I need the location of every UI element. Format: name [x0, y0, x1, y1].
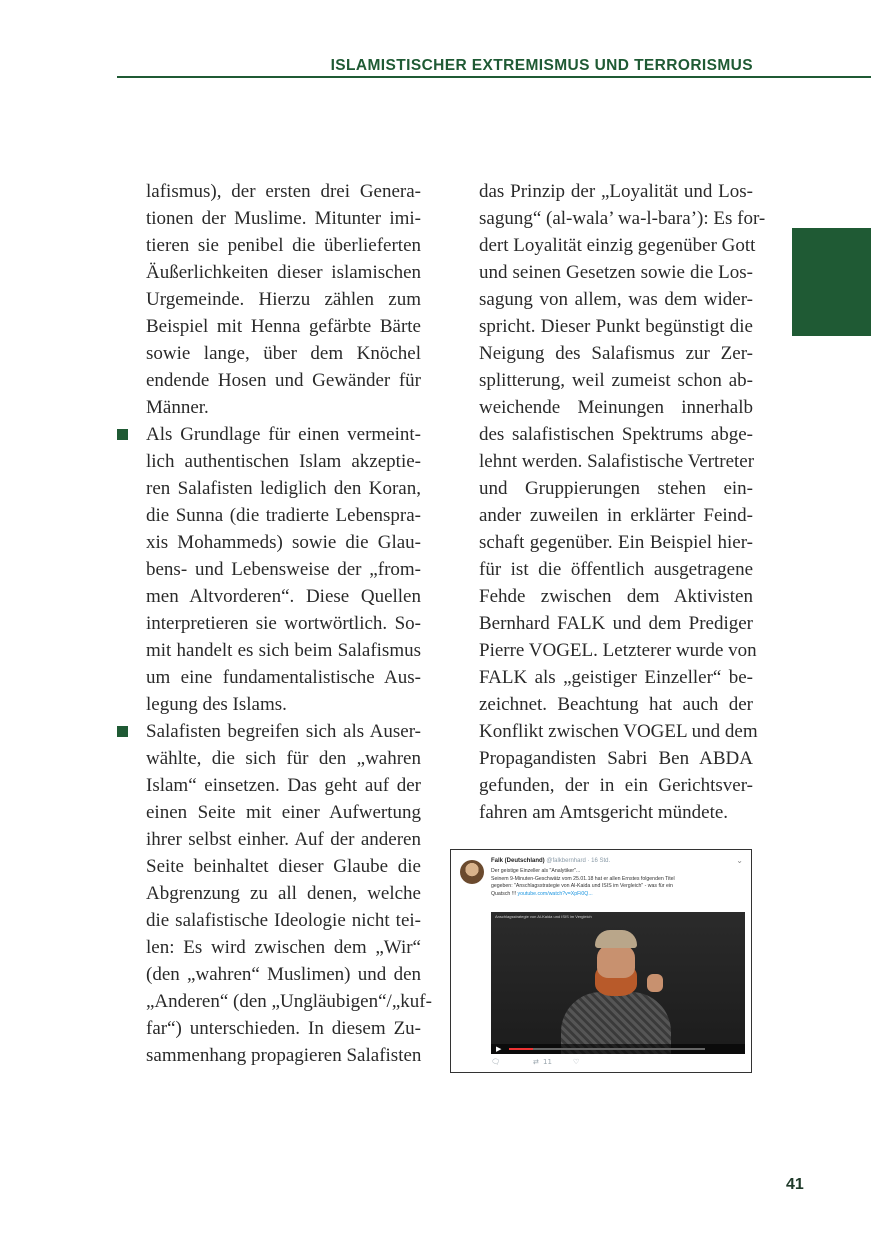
- tweet-author-name: Falk (Deutschland): [491, 858, 545, 864]
- text-line-content: ihrer selbst einher. Auf der anderen: [146, 829, 421, 850]
- text-line: [146, 880, 421, 907]
- text-line-content: fahren am Amtsgericht mündete.: [479, 802, 729, 823]
- video-progress-track: [509, 1048, 705, 1050]
- text-line: [479, 259, 753, 286]
- text-line-content: und seinen Gesetzen sowie die Los-: [479, 262, 753, 283]
- text-line-content: die salafistische Ideologie nicht tei-: [146, 910, 421, 931]
- text-line-content: für ist die öffentlich ausgetragene: [479, 559, 753, 580]
- text-line-content: „Anderen“ (den „Ungläubigen“/„kuf-: [146, 991, 432, 1012]
- video-controls: [491, 1044, 745, 1054]
- tweet-video: [491, 912, 745, 1054]
- text-line-content: das Prinzip der „Loyalität und Los-: [479, 181, 753, 202]
- text-line-content: ren Salafisten lediglich den Koran,: [146, 478, 421, 499]
- text-line: [146, 772, 421, 799]
- text-line: [479, 799, 753, 826]
- text-line: [146, 556, 421, 583]
- text-line-content: lafismus), der ersten drei Genera-: [146, 181, 421, 202]
- text-line: [479, 718, 758, 745]
- text-line: [146, 583, 421, 610]
- text-line-content: zeichnet. Beachtung hat auch der: [479, 694, 753, 715]
- person-cap: [595, 930, 637, 948]
- header-rule: [117, 76, 871, 78]
- text-line: [146, 259, 421, 286]
- text-line: [146, 232, 421, 259]
- text-line: [146, 853, 421, 880]
- chapter-tab: [792, 228, 871, 336]
- text-line: [479, 340, 753, 367]
- text-line: [146, 205, 421, 232]
- right-text-column: [479, 178, 766, 826]
- text-line: [479, 421, 753, 448]
- text-line: [146, 907, 421, 934]
- tweet-text-line: Seinem 9-Minuten-Geschwätz vom 25.01.18 hat er allen Ernstes folgenden Titel: [491, 875, 675, 882]
- text-line: [146, 610, 421, 637]
- text-line-content: Abgrenzung zu all denen, welche: [146, 883, 421, 904]
- text-line-content: Islam“ einsetzen. Das geht auf der: [146, 775, 421, 796]
- text-line-content: dert Loyalität einzig gegenüber Gott: [479, 235, 756, 256]
- text-line-content: lich authentischen Islam akzeptie-: [146, 451, 421, 472]
- tweet-actions: [491, 1058, 651, 1068]
- text-line-content: splitterung, weil zumeist schon ab-: [479, 370, 753, 391]
- text-line-content: len: Es wird zwischen dem „Wir“: [146, 937, 421, 958]
- text-line: [479, 502, 753, 529]
- text-line-content: interpretieren sie wortwörtlich. So-: [146, 613, 421, 634]
- tweet-text: [491, 868, 741, 898]
- text-line: [479, 637, 757, 664]
- text-line: [146, 826, 421, 853]
- text-line-content: far“) unterschieden. In diesem Zu-: [146, 1018, 421, 1039]
- text-line-content: tionen der Muslime. Mitunter imi-: [146, 208, 421, 229]
- text-line-content: Beispiel mit Henna gefärbte Bärte: [146, 316, 421, 337]
- text-line-content: endende Hosen und Gewänder für: [146, 370, 421, 391]
- text-line-content: Äußerlichkeiten dieser islamischen: [146, 262, 421, 283]
- page-number: 41: [786, 1176, 804, 1193]
- text-line: [146, 502, 421, 529]
- text-line-content: Bernhard FALK und dem Prediger: [479, 613, 753, 634]
- text-line: [146, 340, 421, 367]
- text-line-content: xis Mohammeds) sowie die Glau-: [146, 532, 421, 553]
- text-line: [479, 367, 753, 394]
- text-line: [146, 367, 421, 394]
- text-line: [146, 799, 421, 826]
- text-line-content: Konflikt zwischen VOGEL und dem: [479, 721, 758, 742]
- running-header: ISLAMISTISCHER EXTREMISMUS UND TERRORISMUS: [330, 57, 753, 74]
- text-line-content: ander zuweilen in erklärter Feind-: [479, 505, 753, 526]
- tweet-link: youtube.com/watch?v=XpFi0Q...: [517, 890, 593, 897]
- like-icon: ♡: [573, 1058, 580, 1066]
- text-line: [479, 772, 753, 799]
- text-line-content: Propagandisten Sabri Ben ABDA: [479, 748, 753, 769]
- text-line-content: Neigung des Salafismus zur Zer-: [479, 343, 753, 364]
- text-line: [479, 232, 756, 259]
- text-line: [479, 556, 753, 583]
- tweet-text-line: gegeben: "Anschlagsstrategie von Al-Kaida und ISIS im Vergleich" - was für ein: [491, 883, 673, 889]
- text-line: [479, 583, 753, 610]
- text-line-content: (den „wahren“ Muslimen) und den: [146, 964, 421, 985]
- text-line-content: Seite beinhaltet dieser Glaube die: [146, 856, 421, 877]
- text-line: [146, 637, 421, 664]
- avatar: [460, 860, 484, 884]
- video-person: [561, 930, 671, 1054]
- text-line: [146, 988, 432, 1015]
- video-progress-fill: [509, 1048, 533, 1050]
- tweet-text-tail: Quatsch !!!: [491, 890, 517, 897]
- text-line: [479, 529, 753, 556]
- text-line: [479, 448, 753, 475]
- text-line-content: die Sunna (die tradierte Lebenspra-: [146, 505, 421, 526]
- text-line-content: FALK als „geistiger Einzeller“ be-: [479, 667, 753, 688]
- bullet-square-icon: [117, 726, 128, 737]
- retweet-icon: ⇄: [533, 1058, 539, 1066]
- bullet-square-icon: [117, 429, 128, 440]
- text-line-content: Pierre VOGEL. Letzterer wurde von: [479, 640, 757, 661]
- text-line: [146, 448, 421, 475]
- text-line-content: wählte, die sich für den „wahren: [146, 748, 421, 769]
- text-line: [479, 313, 753, 340]
- chevron-down-icon: ⌄: [736, 856, 743, 865]
- text-line: [479, 286, 753, 313]
- text-line: [146, 934, 421, 961]
- text-line-content: tieren sie penibel die überlieferten: [146, 235, 421, 256]
- text-line-content: um eine fundamentalistische Aus-: [146, 667, 421, 688]
- text-line: [146, 718, 421, 745]
- text-line-content: sagung“ (al-wala’ wa-l-bara’): Es for-: [479, 208, 766, 229]
- text-line: [146, 961, 421, 988]
- text-line: [146, 178, 421, 205]
- text-line-content: Fehde zwischen dem Aktivisten: [479, 586, 753, 607]
- text-line: [479, 691, 753, 718]
- text-line-content: Salafisten begreifen sich als Auser-: [146, 721, 421, 742]
- text-line: [146, 1015, 421, 1042]
- text-line: [146, 1042, 421, 1069]
- text-line: [146, 529, 421, 556]
- text-line-content: gefunden, der in ein Gerichtsver-: [479, 775, 753, 796]
- text-line: [146, 313, 421, 340]
- text-line-content: sagung von allem, was dem wider-: [479, 289, 753, 310]
- tweet-screenshot: [450, 849, 752, 1073]
- text-line: [146, 286, 421, 313]
- text-line: [479, 475, 753, 502]
- text-line-content: weichende Meinungen innerhalb: [479, 397, 753, 418]
- tweet-author: [491, 858, 610, 864]
- text-line-content: sowie lange, über dem Knöchel: [146, 343, 421, 364]
- text-line: [146, 664, 421, 691]
- left-text-column: [146, 178, 432, 1069]
- text-line-content: des salafistischen Spektrums abge-: [479, 424, 753, 445]
- text-line: [146, 421, 421, 448]
- play-icon: ▶: [496, 1045, 502, 1053]
- text-line: [146, 394, 421, 421]
- text-line-content: spricht. Dieser Punkt begünstigt die: [479, 316, 753, 337]
- text-line-content: Als Grundlage für einen vermeint-: [146, 424, 421, 445]
- text-line: [479, 610, 753, 637]
- text-line-content: einen Seite mit einer Aufwertung: [146, 802, 421, 823]
- text-line-content: Männer.: [146, 397, 209, 418]
- text-line-content: lehnt werden. Salafistische Vertreter: [479, 451, 755, 472]
- text-line-content: legung des Islams.: [146, 694, 287, 715]
- tweet-text-line: Der geistige Einzeller als "Analytiker"...: [491, 868, 581, 874]
- person-hand: [647, 974, 663, 992]
- tweet-handle: @falkbernhard · 16 Std.: [546, 858, 611, 864]
- text-line: [479, 394, 753, 421]
- text-line: [146, 475, 421, 502]
- text-line-content: schaft gegenüber. Ein Beispiel hier-: [479, 532, 753, 553]
- text-line: [479, 664, 753, 691]
- person-face: [597, 944, 635, 978]
- text-line-content: men Altvorderen“. Diese Quellen: [146, 586, 421, 607]
- text-line: [146, 691, 421, 718]
- retweet-count: 11: [543, 1058, 552, 1066]
- text-line-content: mit handelt es sich beim Salafismus: [146, 640, 421, 661]
- text-line: [479, 745, 753, 772]
- text-line-content: bens- und Lebensweise der „from-: [146, 559, 421, 580]
- text-line: [479, 205, 766, 232]
- video-title: Anschlagsstrategie von Al-Kaida und ISIS im Vergleich: [495, 914, 592, 919]
- text-line-content: Urgemeinde. Hierzu zählen zum: [146, 289, 421, 310]
- tweet-text-line: [491, 891, 741, 899]
- text-line-content: und Gruppierungen stehen ein-: [479, 478, 753, 499]
- text-line: [479, 178, 753, 205]
- text-line: [146, 745, 421, 772]
- text-line-content: sammenhang propagieren Salafisten: [146, 1045, 422, 1066]
- reply-icon: 🗨: [491, 1058, 500, 1066]
